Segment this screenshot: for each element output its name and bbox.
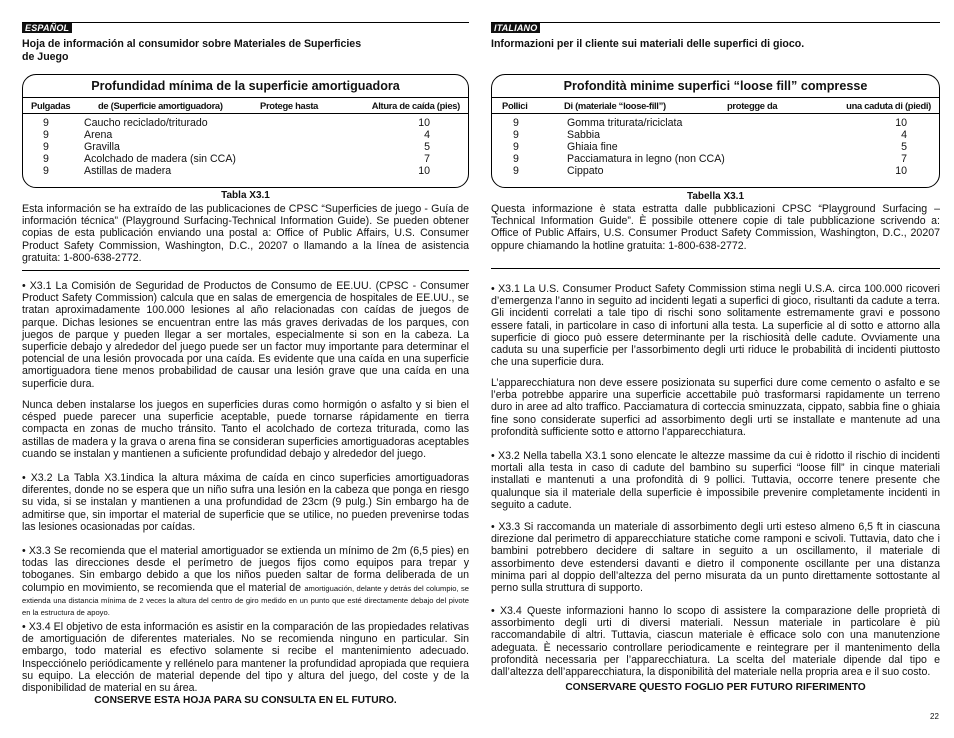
table-caption: Tabla X3.1 — [221, 190, 270, 201]
cell-height: 7 — [901, 153, 907, 165]
column-header: Protege hasta — [260, 100, 319, 111]
cell-depth: 9 — [513, 117, 519, 129]
cell-height: 5 — [424, 141, 430, 153]
table-row — [492, 153, 939, 165]
table-divider — [23, 113, 468, 114]
table-divider — [492, 113, 939, 114]
table-row — [492, 117, 939, 129]
table-title: Profundidad mínima de la superficie amortiguadora — [91, 79, 400, 93]
footer-note: CONSERVE ESTA HOJA PARA SU CONSULTA EN EL FUTURO. — [94, 695, 397, 706]
table-row — [492, 141, 939, 153]
cell-material: Gomma triturata/riciclata — [567, 117, 683, 129]
cell-depth: 9 — [43, 165, 49, 177]
table-row — [23, 141, 468, 153]
cell-depth: 9 — [43, 117, 49, 129]
table-row — [23, 129, 468, 141]
cell-height: 5 — [901, 141, 907, 153]
column-header: de (Superficie amortiguadora) — [98, 100, 223, 111]
cell-height: 10 — [895, 165, 907, 177]
language-tag: ITALIANO — [491, 23, 540, 33]
column-header: Pollici — [502, 100, 528, 111]
cell-height: 10 — [418, 165, 430, 177]
source-note: Questa informazione è stata estratta dalle pubblicazioni CPSC “Playground Surfacing – Technical Information Guide”. È possibile ottenere copie di tale pubblicazione scrivendo a: Office of Public Affairs, U.S. Consumer Product Safety Commission, Washington, D.C., 20207 oppure chiamando la hotline gratuita: 1-800-638-2772. — [491, 203, 940, 252]
table-caption: Tabella X3.1 — [686, 191, 745, 202]
cell-material: Acolchado de madera (sin CCA) — [84, 153, 236, 165]
table-row — [492, 165, 939, 177]
table-title: Profondità minime superfici “loose fill” compresse — [563, 79, 868, 93]
cell-material: Cippato — [567, 165, 604, 177]
table-divider — [23, 97, 468, 98]
cell-height: 4 — [424, 129, 430, 141]
table-row — [492, 129, 939, 141]
intro-heading: Informazioni per il cliente sui materiali delle superfici di gioco. — [491, 38, 805, 50]
table-divider — [492, 97, 939, 98]
paragraph-surfaces: L’apparecchiatura non deve essere posizionata su superfici dure come cemento o asfalto e se l’erba potrebbe apparire una superficie accettabile può trasformarsi rapidamente un terreno duro in aree ad alto traffico. Pacciamatura di corteccia sminuzzata, cippato, sabbia fine o ghiaia fine sono considerate superfici ad assorbimento degli urti se installate e mantenute ad una profondità sufficiente sotto e attorno l’apparecchiatura. — [491, 377, 940, 438]
intro-heading — [22, 38, 361, 64]
paragraph-x3-4: • X3.4 Queste informazioni hanno lo scopo di assistere la comparazione delle proprietà di assorbimento degli urti di diversi materiali. Nessun materiale in particolare è più raccomandabile di altri. Tuttavia, ciascun materiale è efficace solo con una manutenzione adeguata. È necessario controllare periodicamente e reintegrare per il mantenimento della profondità necessaria per l’apparecchiatura. La scelta del materiale dipende dal tipo e dall’altezza dell’apparecchiatura, la disponibilità del materiale nella propria area e il suo costo. — [491, 605, 940, 679]
paragraph-x3-3 — [22, 545, 469, 618]
paragraph-x3-2: • X3.2 Nella tabella X3.1 sono elencate le altezze massime da cui è ridotto il rischio di incidenti mortali alla testa in caso di cadute del bambino su superfici “loose fill” in cinque materiali installati e mantenuti a una profondità di 9 pollici. Tuttavia, occorre tenere presente che qualunque sia il materiale della superficie è impossibile prevenire completamente incidenti in seguito a cadute. — [491, 450, 940, 511]
language-tag: ESPAÑOL — [22, 23, 72, 33]
section-rule — [491, 268, 940, 269]
paragraph-x3-1: • X3.1 La U.S. Consumer Product Safety Commission stima negli U.S.A. circa 100.000 ricoveri d’emergenza l’anno in seguito ad incidenti legati a superfici di gioco, risultanti da cadute a terra. Gli incidenti correlati a tale tipo di rischi sono solitamente estremamente gravi e possono essere fatali, in particolare in caso di infortuni alla testa. La superficie al di sotto e attorno alla superficie di gioco può essere determinante per la rischiosità delle cadute. Ovviamente una caduta su una superficie per l’assorbimento degli urti riduce le probabilità di incidenti piuttosto che una superficie dura. — [491, 283, 940, 369]
table-row — [23, 153, 468, 165]
cell-height: 4 — [901, 129, 907, 141]
top-rule — [491, 22, 940, 23]
column-header: Pulgadas — [31, 100, 71, 111]
column-header: Altura de caída (pies) — [371, 100, 460, 111]
cell-material: Caucho reciclado/triturado — [84, 117, 208, 129]
paragraph-x3-4: • X3.4 El objetivo de esta información es asistir en la comparación de las propiedades relativas de amortiguación de diferentes materiales. No se recomienda ninguno en particular. Sin embargo, todo material es efectivo solamente si recibe el mantenimiento adecuado. Inspecciónelo periódicamente y rellénelo para mantener la profundidad apropiada que requiera su equipo. La elección de material depende del tipo y altura del juego, del coste y de la disponibilidad de material en su área. — [22, 621, 469, 695]
cell-depth: 9 — [43, 153, 49, 165]
source-note: Esta información se ha extraído de las publicaciones de CPSC “Superficies de juego - Guía de información técnica” (Playground Surfacing-Technical Information Guide). Se pueden obtener copias de esta publicación enviando una postal a: Office of Public Affairs, U.S. Consumer Product Safety Commission, Washington, D.C., 20207 o llamando a la línea de asistencia gratuita: 1-800-638-2772. — [22, 203, 469, 264]
section-rule — [22, 270, 469, 271]
intro-line: de Juego — [22, 51, 69, 63]
cell-depth: 9 — [513, 153, 519, 165]
cell-material: Pacciamatura in legno (non CCA) — [567, 153, 725, 165]
cell-depth: 9 — [513, 141, 519, 153]
depth-table — [22, 74, 469, 188]
paragraph-small-text: amortiguación, delante y detrás del columpio, se extienda una distancia mínima de 2 veces la altura del centro de giro medido en un punto que esté directamente debajo del pivote en la estructura de apoyo. — [22, 583, 469, 618]
cell-height: 10 — [895, 117, 907, 129]
cell-depth: 9 — [43, 129, 49, 141]
table-row — [23, 165, 468, 177]
footer-note: CONSERVARE QUESTO FOGLIO PER FUTURO RIFERIMENTO — [565, 682, 866, 693]
cell-height: 7 — [424, 153, 430, 165]
cell-material: Astillas de madera — [84, 165, 172, 177]
cell-material: Gravilla — [84, 141, 120, 153]
paragraph-x3-1: • X3.1 La Comisión de Seguridad de Productos de Consumo de EE.UU. (CPSC - Consumer Product Safety Commission) calcula que en salas de emergencia de hospitales de EE.UU., se tratan aproximadamente 100.000 lesiones al año relacionadas con caídas de juegos de parque. Dichas lesiones se encuentran entre las más graves derivadas de los parques, con juegos de parque y pueden llegar a ser mortales, especialmente si son en la cabeza. La superficie debajo y alrededor del juego puede ser un factor muy importante para determinar el potencial de una lesión provocada por una caída. Es evidente que una caída en una superficie amortiguadora tiene menos probabilidad de causar una lesión grave que una caída en una superficie dura. — [22, 280, 469, 390]
cell-height: 10 — [418, 117, 430, 129]
cell-depth: 9 — [513, 165, 519, 177]
cell-material: Ghiaia fine — [567, 141, 618, 153]
paragraph-text: • X3.3 Se recomienda que el material amortiguador se extienda un mínimo de 2m (6,5 pies) en todas las direcciones desde el perímetro de juegos fijos como equipos para trepar y toboganes. Sin embargo debido a que los niños pueden saltar de forma deliberada de un columpio en movimiento, se recomienda que el material de — [22, 545, 469, 594]
depth-table — [491, 74, 940, 188]
cell-depth: 9 — [513, 129, 519, 141]
paragraph-x3-3: • X3.3 Si raccomanda un materiale di assorbimento degli urti esteso almeno 6,5 ft in ciascuna direzione dal perimetro di apparecchiature statiche come ramponi e scivoli. Tuttavia, dato che i bambini potrebbero decidere di saltare in seguito a un oscillamento, il materiale di assorbimento deve estendersi davanti e dietro il componente oscillante per una distanza minima pari al doppio dell’altezza del perno misurata da un punto direttamente sottostante al perno sulla struttura di supporto. — [491, 521, 940, 595]
intro-line: Hoja de información al consumidor sobre Materiales de Superficies — [22, 38, 362, 50]
cell-material: Sabbia — [567, 129, 600, 141]
cell-material: Arena — [84, 129, 113, 141]
cell-depth: 9 — [43, 141, 49, 153]
column-header: Di (materiale “loose-fill”) — [564, 100, 666, 111]
column-header: protegge da — [727, 100, 778, 111]
table-row — [23, 117, 468, 129]
paragraph-surfaces: Nunca deben instalarse los juegos en superficies duras como hormigón o asfalto y si bien el césped puede parecer una superficie aceptable, puede tornarse rápidamente en tierra compacta en zonas de mucho tránsito. Tanto el acolchado de corteza triturada, como las astillas de madera y la grava o arena fina se consideran superficies amortiguadoras aceptables cuando se instalan y mantienen a suficiente profundidad debajo y alrededor del juego. — [22, 399, 469, 460]
page-number: 22 — [930, 712, 939, 721]
top-rule — [22, 22, 469, 23]
column-header: una caduta di (piedi) — [846, 100, 931, 111]
paragraph-x3-2: • X3.2 La Tabla X3.1indica la altura máxima de caída en cinco superficies amortiguadoras diferentes, donde no se espera que un niño sufra una lesión en la cabeza que ponga en riesgo su vida, si se instalan y mantienen a una profundidad de 23cm (9 pulg.) Sin embargo ha de admitirse que, sin importar el material de superficie que se utilice, no pueden prevenirse todas las lesiones ocasionadas por caídas. — [22, 472, 469, 533]
